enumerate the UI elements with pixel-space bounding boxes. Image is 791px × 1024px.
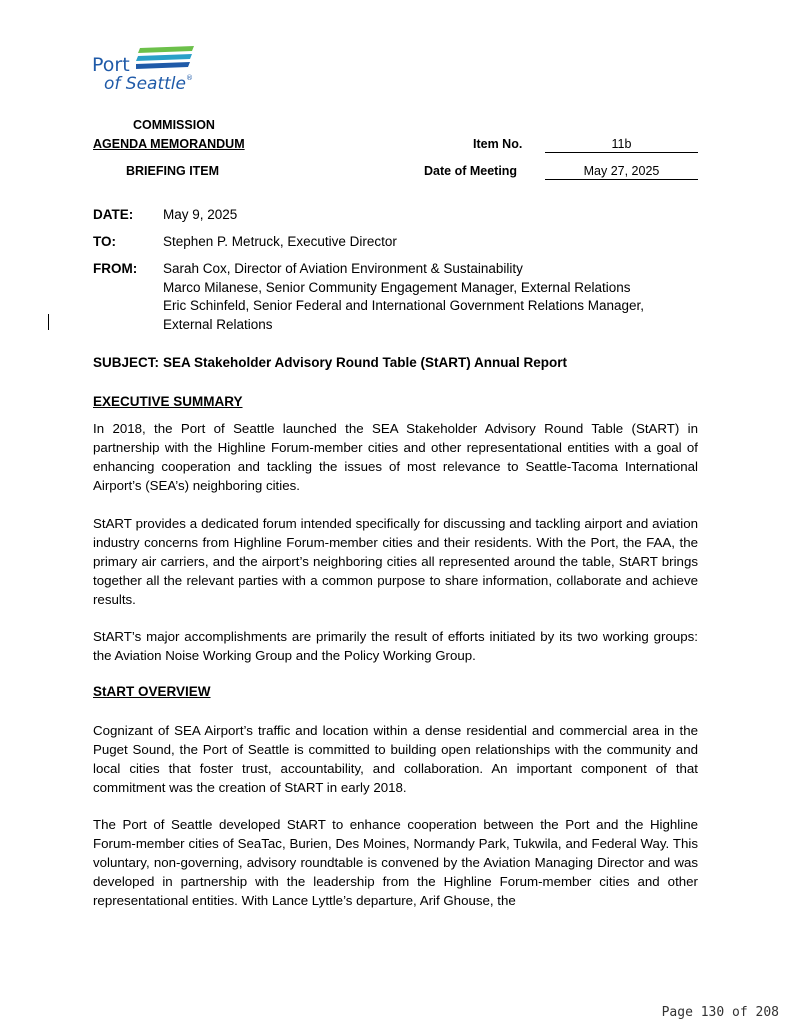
commission-label: COMMISSION (133, 118, 215, 132)
logo-text-seattle (104, 74, 193, 94)
item-no-label: Item No. (473, 137, 523, 151)
from-label: FROM: (93, 261, 138, 276)
to-value: Stephen P. Metruck, Executive Director (163, 234, 397, 249)
date-of-meeting-label: Date of Meeting (424, 164, 518, 178)
date-value: May 9, 2025 (163, 207, 238, 222)
subject-value: SEA Stakeholder Advisory Round Table (StART) Annual Report (163, 355, 568, 370)
date-of-meeting-value: May 27, 2025 (545, 164, 698, 180)
from-line: External Relations (163, 317, 273, 332)
from-line: Marco Milanese, Senior Community Engagement Manager, External Relations (163, 280, 631, 295)
exec-summary-paragraph: StART provides a dedicated forum intended specifically for discussing and tackling airport and aviation industry concerns from Highline Forum-member cities and their residents. With the Port, the FAA, the primary air carriers, and the airport’s neighboring cities all represented around the table, StART brings together all the relevant parties with a common purpose to share information, collaborate and achieve results. (93, 516, 698, 607)
agenda-memo-label: AGENDA MEMORANDUM (93, 137, 245, 151)
start-overview-heading: StART OVERVIEW (93, 684, 211, 699)
from-line: Sarah Cox, Director of Aviation Environment & Sustainability (163, 261, 523, 276)
port-of-seattle-logo (92, 44, 202, 96)
logo-wave-icon (136, 44, 196, 70)
briefing-item-label: BRIEFING ITEM (126, 164, 220, 178)
subject-label: SUBJECT: (93, 355, 160, 370)
exec-summary-paragraph: In 2018, the Port of Seattle launched the SEA Stakeholder Advisory Round Table (StART) in partnership with the Highline Forum-member cities and other representational entities with a goal of enhancing cooperation and tackling the issues of most relevance to Seattle-Tacoma International Airport’s (SEA’s) neighboring cities. (93, 421, 698, 493)
to-label: TO: (93, 234, 116, 249)
text-cursor (48, 314, 49, 330)
logo-text-seattle-label: of Seattle (104, 74, 186, 94)
overview-paragraph: The Port of Seattle developed StART to enhance cooperation between the Port and the Highline Forum-member cities of SeaTac, Burien, Des Moines, Normandy Park, Tukwila, and Federal Way. This voluntary, non-governing, advisory roundtable is convened by the Aviation Managing Director and was developed in partnership with the leadership from the Highline Forum-member cities and other representational entities. With Lance Lyttle’s departure, Arif Ghouse, the (93, 817, 698, 908)
page-number: Page 130 of 208 (661, 1005, 779, 1020)
executive-summary-heading: EXECUTIVE SUMMARY (93, 394, 243, 409)
registered-mark: ® (185, 74, 193, 82)
exec-summary-paragraph: StART’s major accomplishments are primarily the result of efforts initiated by its two working groups: the Aviation Noise Working Group and the Policy Working Group. (93, 629, 698, 663)
date-label: DATE: (93, 207, 134, 222)
overview-paragraph: Cognizant of SEA Airport’s traffic and location within a dense residential and commercial area in the Puget Sound, the Port of Seattle is committed to building open relationships with the community and local cities that foster trust, accountability, and collaboration. An important component of that commitment was the creation of StART in early 2018. (93, 723, 698, 795)
item-no-value: 11b (545, 137, 698, 153)
logo-text-port: Port (92, 54, 130, 76)
from-line: Eric Schinfeld, Senior Federal and International Government Relations Manager, (163, 298, 645, 313)
